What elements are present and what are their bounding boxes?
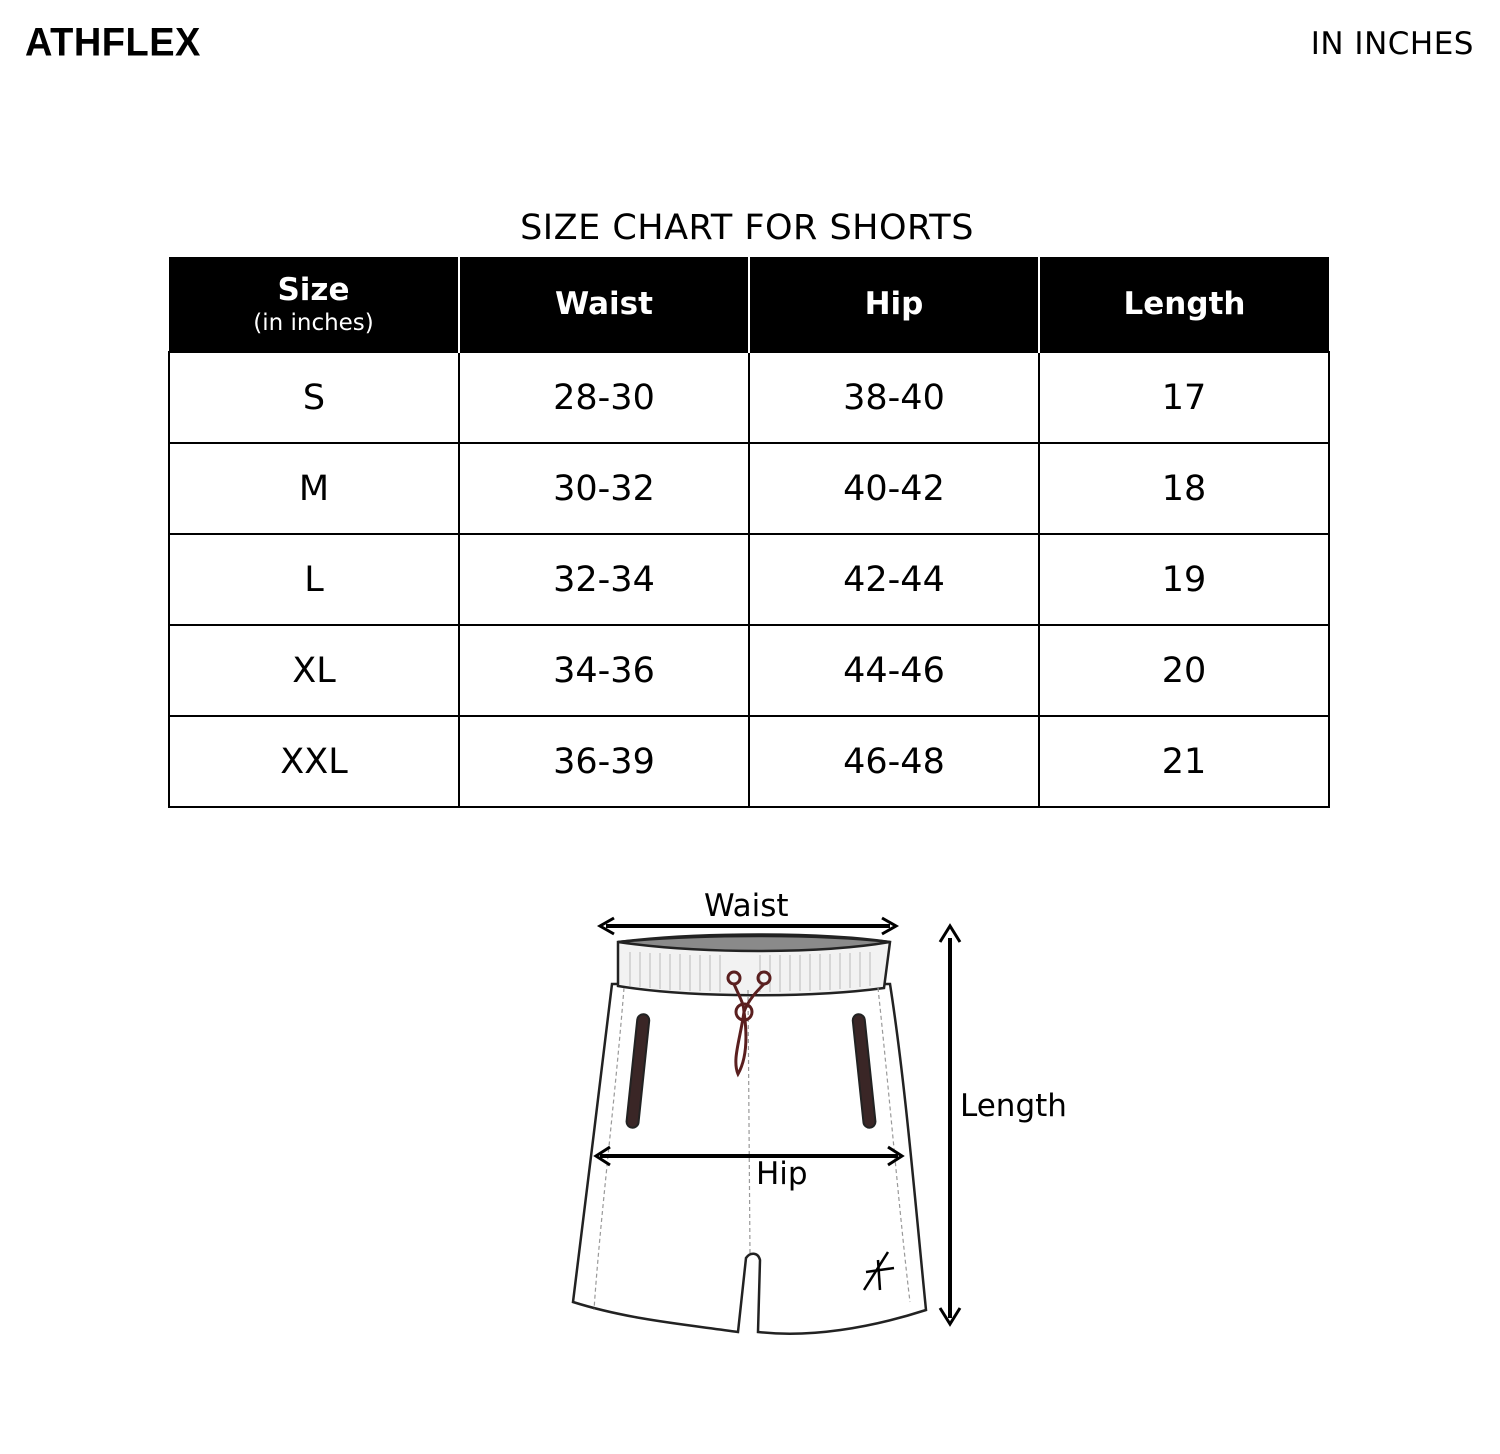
cell-size: M <box>169 443 459 534</box>
cell-hip: 44-46 <box>749 625 1039 716</box>
cell-hip: 42-44 <box>749 534 1039 625</box>
table-row <box>169 352 1329 443</box>
cell-size: S <box>169 352 459 443</box>
cell-length: 21 <box>1039 716 1329 807</box>
cell-length: 18 <box>1039 443 1329 534</box>
header-hip: Hip <box>749 257 1039 352</box>
cell-length: 17 <box>1039 352 1329 443</box>
page-title: SIZE CHART FOR SHORTS <box>520 208 974 248</box>
cell-waist: 34-36 <box>459 625 749 716</box>
cell-waist: 30-32 <box>459 443 749 534</box>
hip-label: Hip <box>756 1156 808 1192</box>
header-length: Length <box>1039 257 1329 352</box>
header-waist: Waist <box>459 257 749 352</box>
cell-length: 19 <box>1039 534 1329 625</box>
table-header-row <box>169 257 1329 352</box>
cell-length: 20 <box>1039 625 1329 716</box>
cell-hip: 40-42 <box>749 443 1039 534</box>
header-label: Size <box>277 272 350 308</box>
table-row <box>169 716 1329 807</box>
waist-label: Waist <box>704 888 789 924</box>
cell-waist: 32-34 <box>459 534 749 625</box>
table-row <box>169 443 1329 534</box>
units-label: IN INCHES <box>1310 26 1474 62</box>
table-row <box>169 625 1329 716</box>
header-sublabel: (in inches) <box>253 310 374 336</box>
shorts-measurement-diagram <box>560 880 1120 1350</box>
length-arrow <box>940 926 960 1324</box>
table-row <box>169 534 1329 625</box>
cell-waist: 36-39 <box>459 716 749 807</box>
cell-size: L <box>169 534 459 625</box>
cell-waist: 28-30 <box>459 352 749 443</box>
header-size <box>169 257 459 352</box>
cell-hip: 46-48 <box>749 716 1039 807</box>
cell-hip: 38-40 <box>749 352 1039 443</box>
brand-logo: ATHFLEX <box>25 20 201 66</box>
cell-size: XL <box>169 625 459 716</box>
size-table <box>168 257 1330 808</box>
length-label: Length <box>960 1088 1067 1124</box>
cell-size: XXL <box>169 716 459 807</box>
